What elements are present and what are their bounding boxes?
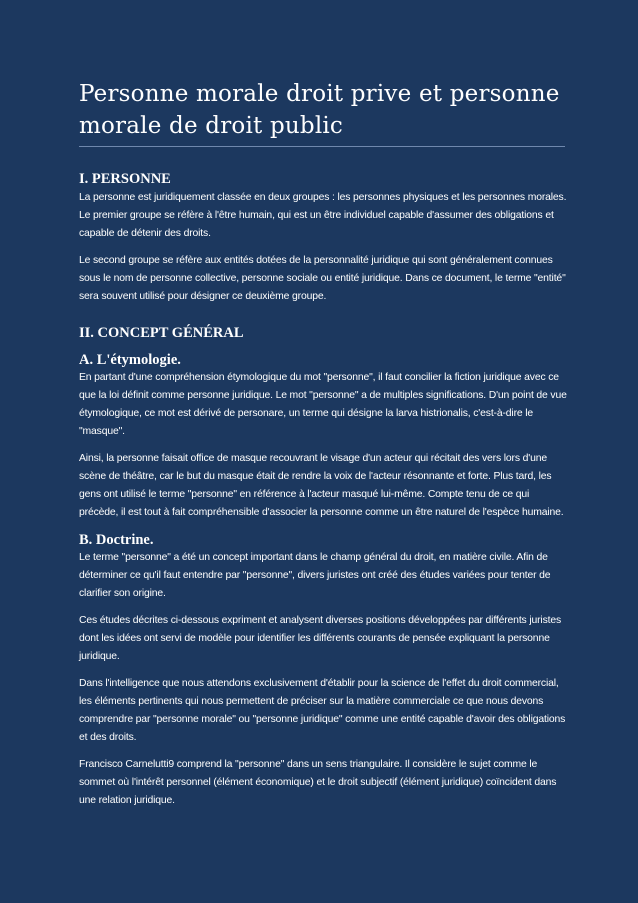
- subsection-heading-doctrine: B. Doctrine.: [79, 532, 154, 548]
- paragraph: En partant d'une compréhension étymologique du mot "personne", il faut concilier la fiction juridique avec ce que la loi définit comme personne juridique. Le mot "personne" a de multiples significations. D'un point de vue étymologique, ce mot est dérivé de personare, un terme qui désigne la larva histrionalis, c'est-à-dire le "masque".: [79, 372, 567, 437]
- document-body: [79, 170, 569, 819]
- paragraph: Le terme "personne" a été un concept important dans le champ général du droit, en matière civile. Afin de déterminer ce qu'il faut entendre par "personne", divers juristes ont créé des études variées pour tenter de clarifier son origine.: [79, 552, 551, 599]
- document-title: Personne morale droit prive et personne morale de droit public: [79, 81, 560, 139]
- title-divider: [79, 146, 565, 147]
- paragraph: Francisco Carnelutti9 comprend la "personne" dans un sens triangulaire. Il considère le sujet comme le sommet où l'intérêt personnel (élément économique) et le droit subjectif (élément juridique) coïncident dans une relation juridique.: [79, 759, 557, 806]
- paragraph: Ainsi, la personne faisait office de masque recouvrant le visage d'un acteur qui récitait des vers lors d'une scène de théâtre, car le but du masque était de rendre la voix de l'acteur résonnante et forte. Plus tard, les gens ont utilisé le terme "personne" en référence à l'acteur masqué lui-même. Compte tenu de ce qui précède, il est tout à fait compréhensible d'associer la personne comme un être naturel de l'espèce humaine.: [79, 453, 564, 518]
- paragraph: Le second groupe se réfère aux entités dotées de la personnalité juridique qui sont généralement connues sous le nom de personne collective, personne sociale ou entité juridique. Dans ce document, le terme "entité" sera souvent utilisé pour désigner ce deuxième groupe.: [79, 255, 566, 302]
- paragraph: La personne est juridiquement classée en deux groupes : les personnes physiques et les personnes morales. Le premier groupe se réfère à l'être humain, qui est un être individuel capable d'assumer des obligations et capable de détenir des droits.: [79, 192, 567, 239]
- section-heading-concept-general: II. CONCEPT GÉNÉRAL: [79, 325, 244, 341]
- section-heading-personne: I. PERSONNE: [79, 171, 171, 187]
- paragraph: Dans l'intelligence que nous attendons exclusivement d'établir pour la science de l'effet du droit commercial, les éléments pertinents qui nous permettent de préciser sur la matière commerciale ce que nous devons comprendre par "personne morale" ou "personne juridique" comme une entité capable d'avoir des obligations et des droits.: [79, 678, 566, 743]
- subsection-heading-etymologie: A. L'étymologie.: [79, 352, 181, 368]
- paragraph: Ces études décrites ci-dessous expriment et analysent diverses positions développées par différents juristes dont les idées ont servi de modèle pour identifier les différents courants de pensée expliquant la personne juridique.: [79, 615, 562, 662]
